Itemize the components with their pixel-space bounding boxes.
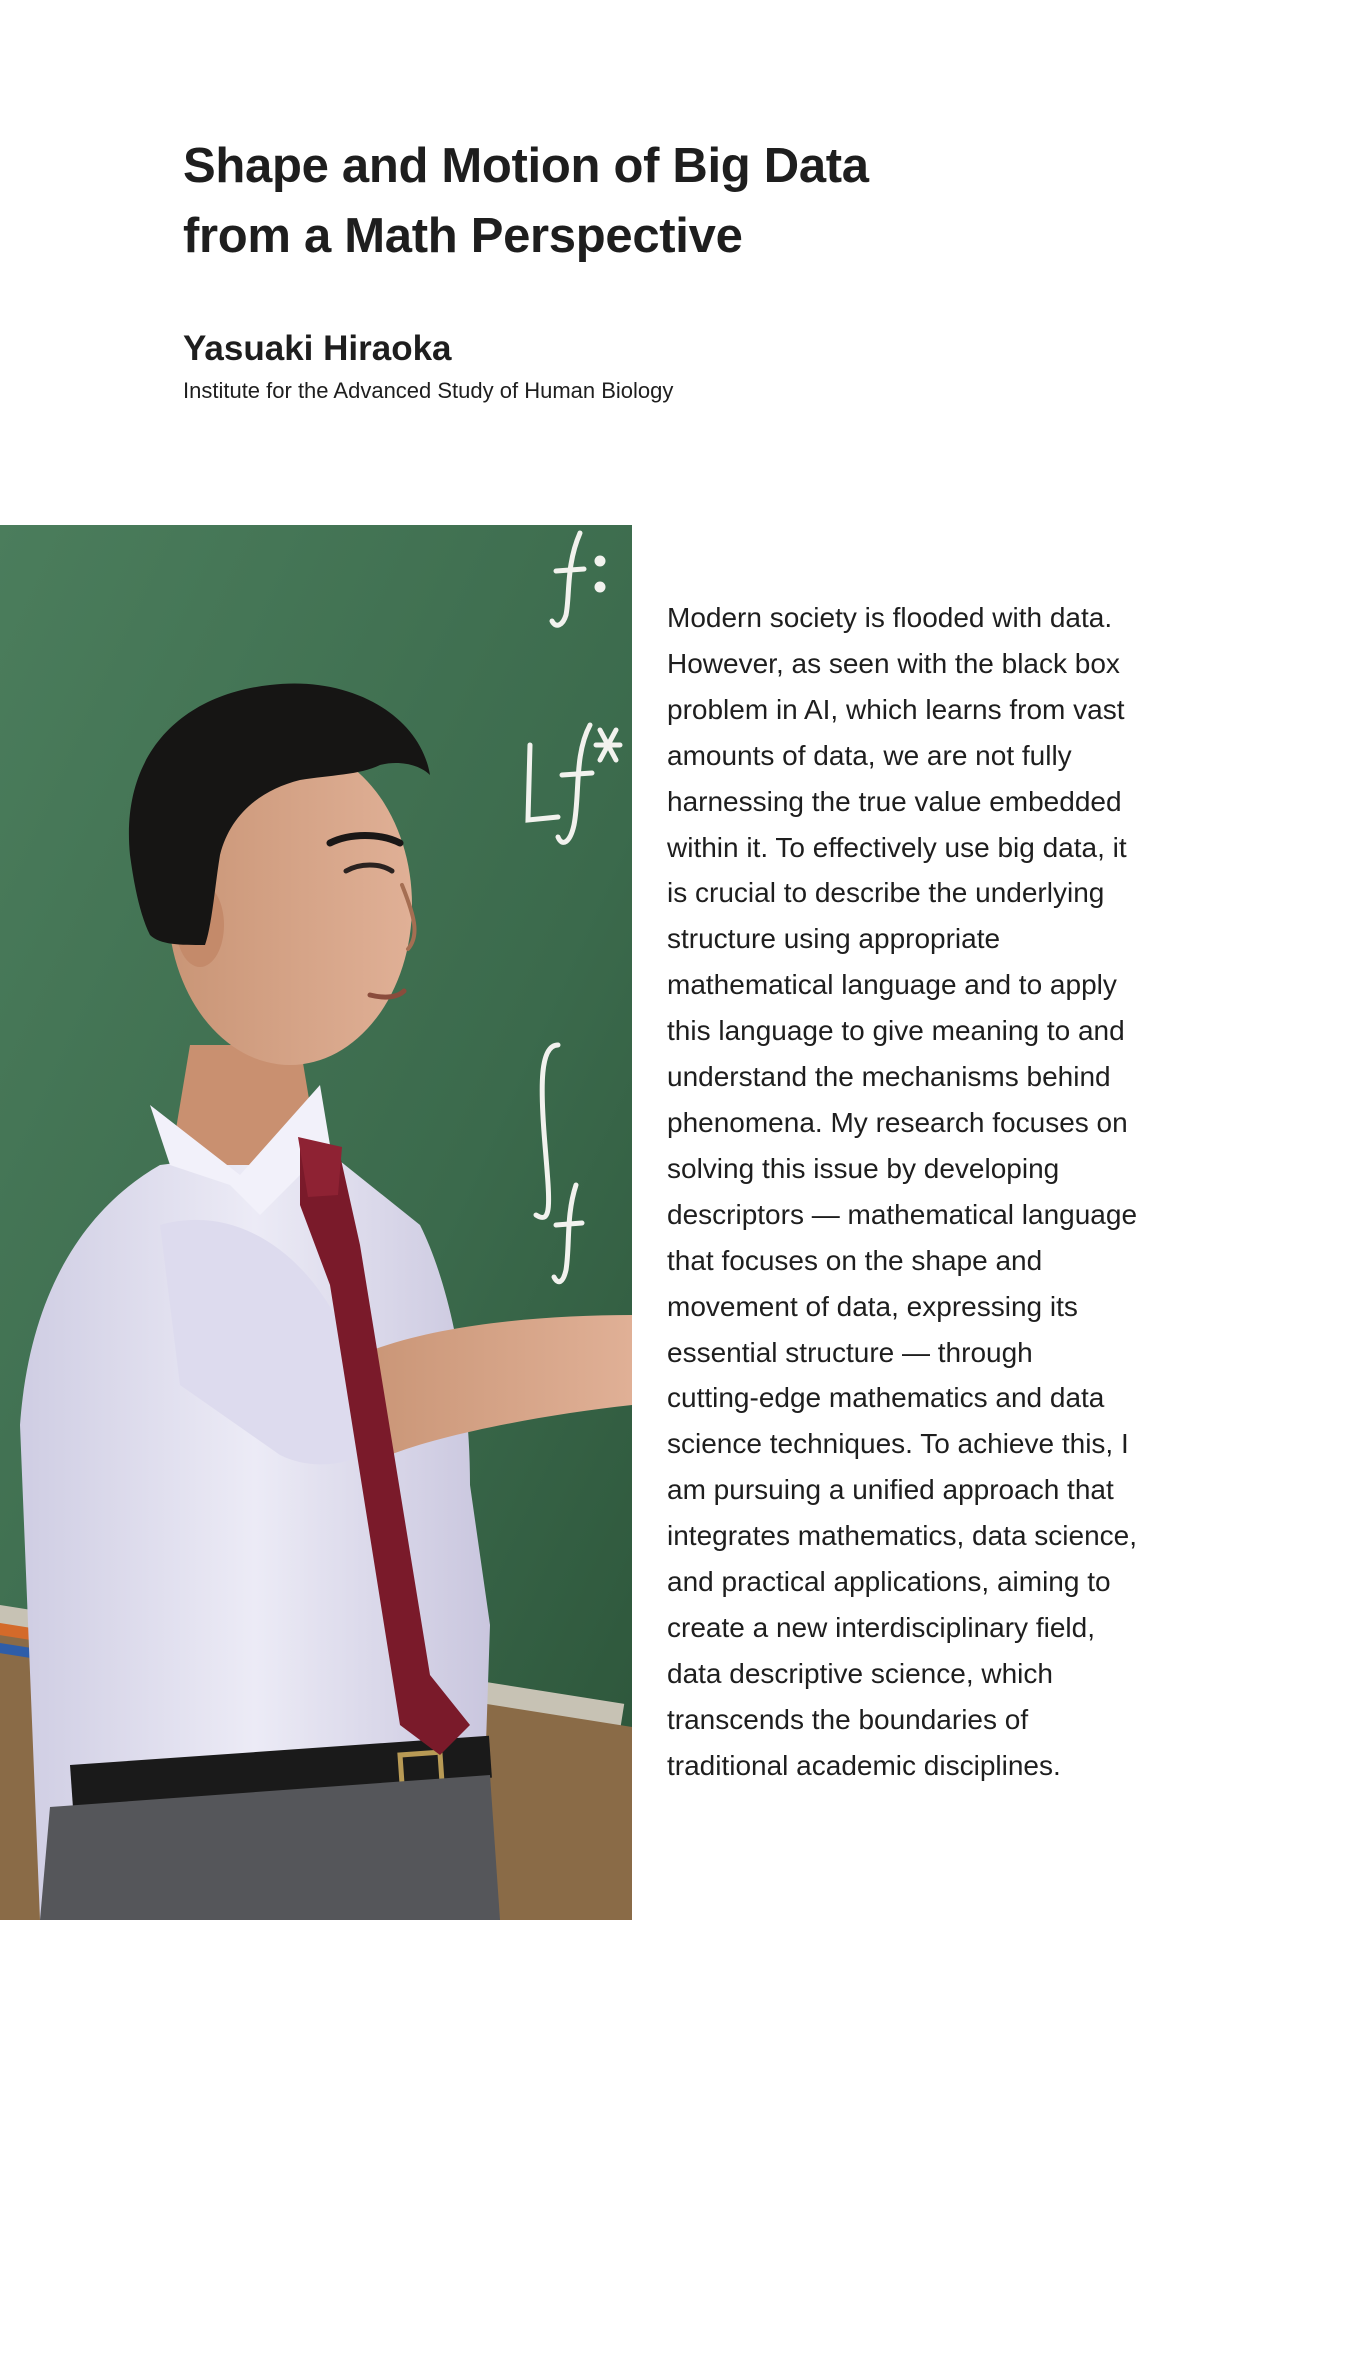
body-line: is crucial to describe the underlying: [667, 877, 1105, 909]
body-line: transcends the boundaries of: [667, 1703, 1029, 1735]
body-line: movement of data, expressing its: [667, 1290, 1078, 1322]
page-number: 12: [90, 2331, 113, 2353]
chalk-colon-dot: [597, 558, 603, 564]
body-line: that focuses on the shape and: [667, 1244, 1043, 1276]
body-line: create a new interdisciplinary field,: [667, 1611, 1095, 1643]
chalk-f-bar: [562, 773, 592, 775]
article-title-line-2: from a Math Perspective: [183, 209, 743, 263]
body-line: integrates mathematics, data science,: [667, 1520, 1138, 1552]
author-photo-illustration: [0, 525, 632, 1920]
body-line: essential structure — through: [667, 1336, 1033, 1368]
body-line: However, as seen with the black box: [667, 647, 1120, 679]
article-title-line-1: Shape and Motion of Big Data: [183, 139, 869, 193]
body-line: within it. To effectively use big data, it: [667, 831, 1127, 863]
chalk-f-bar: [556, 569, 584, 571]
article-title: [183, 131, 1083, 271]
body-line: traditional academic disciplines.: [667, 1749, 1061, 1781]
body-line: understand the mechanisms behind: [667, 1061, 1111, 1093]
body-line: mathematical language and to apply: [667, 969, 1117, 1001]
author-affiliation: Institute for the Advanced Study of Human Biology: [183, 378, 674, 403]
article-body: [667, 595, 1187, 1789]
body-line: this language to give meaning to and: [667, 1015, 1125, 1047]
body-line: amounts of data, we are not fully: [667, 739, 1072, 771]
author-photo: [0, 525, 632, 2353]
body-line: phenomena. My research focuses on: [667, 1106, 1128, 1138]
body-line: structure using appropriate: [667, 923, 1001, 955]
body-line: problem in AI, which learns from vast: [667, 693, 1125, 725]
body-line: descriptors — mathematical language: [667, 1198, 1138, 1230]
chalk-colon-dot: [597, 584, 603, 590]
author-name: Yasuaki Hiraoka: [183, 329, 452, 368]
body-line: cutting-edge mathematics and data: [667, 1382, 1105, 1414]
body-line: data descriptive science, which: [667, 1657, 1053, 1689]
body-line: Modern society is flooded with data.: [667, 602, 1113, 633]
body-line: harnessing the true value embedded: [667, 785, 1122, 817]
chalk-f-bar: [556, 1223, 582, 1225]
body-line: am pursuing a unified approach that: [667, 1474, 1114, 1506]
body-line: solving this issue by developing: [667, 1152, 1060, 1184]
body-line: and practical applications, aiming to: [667, 1566, 1111, 1598]
body-line: science techniques. To achieve this, I: [667, 1428, 1129, 1460]
